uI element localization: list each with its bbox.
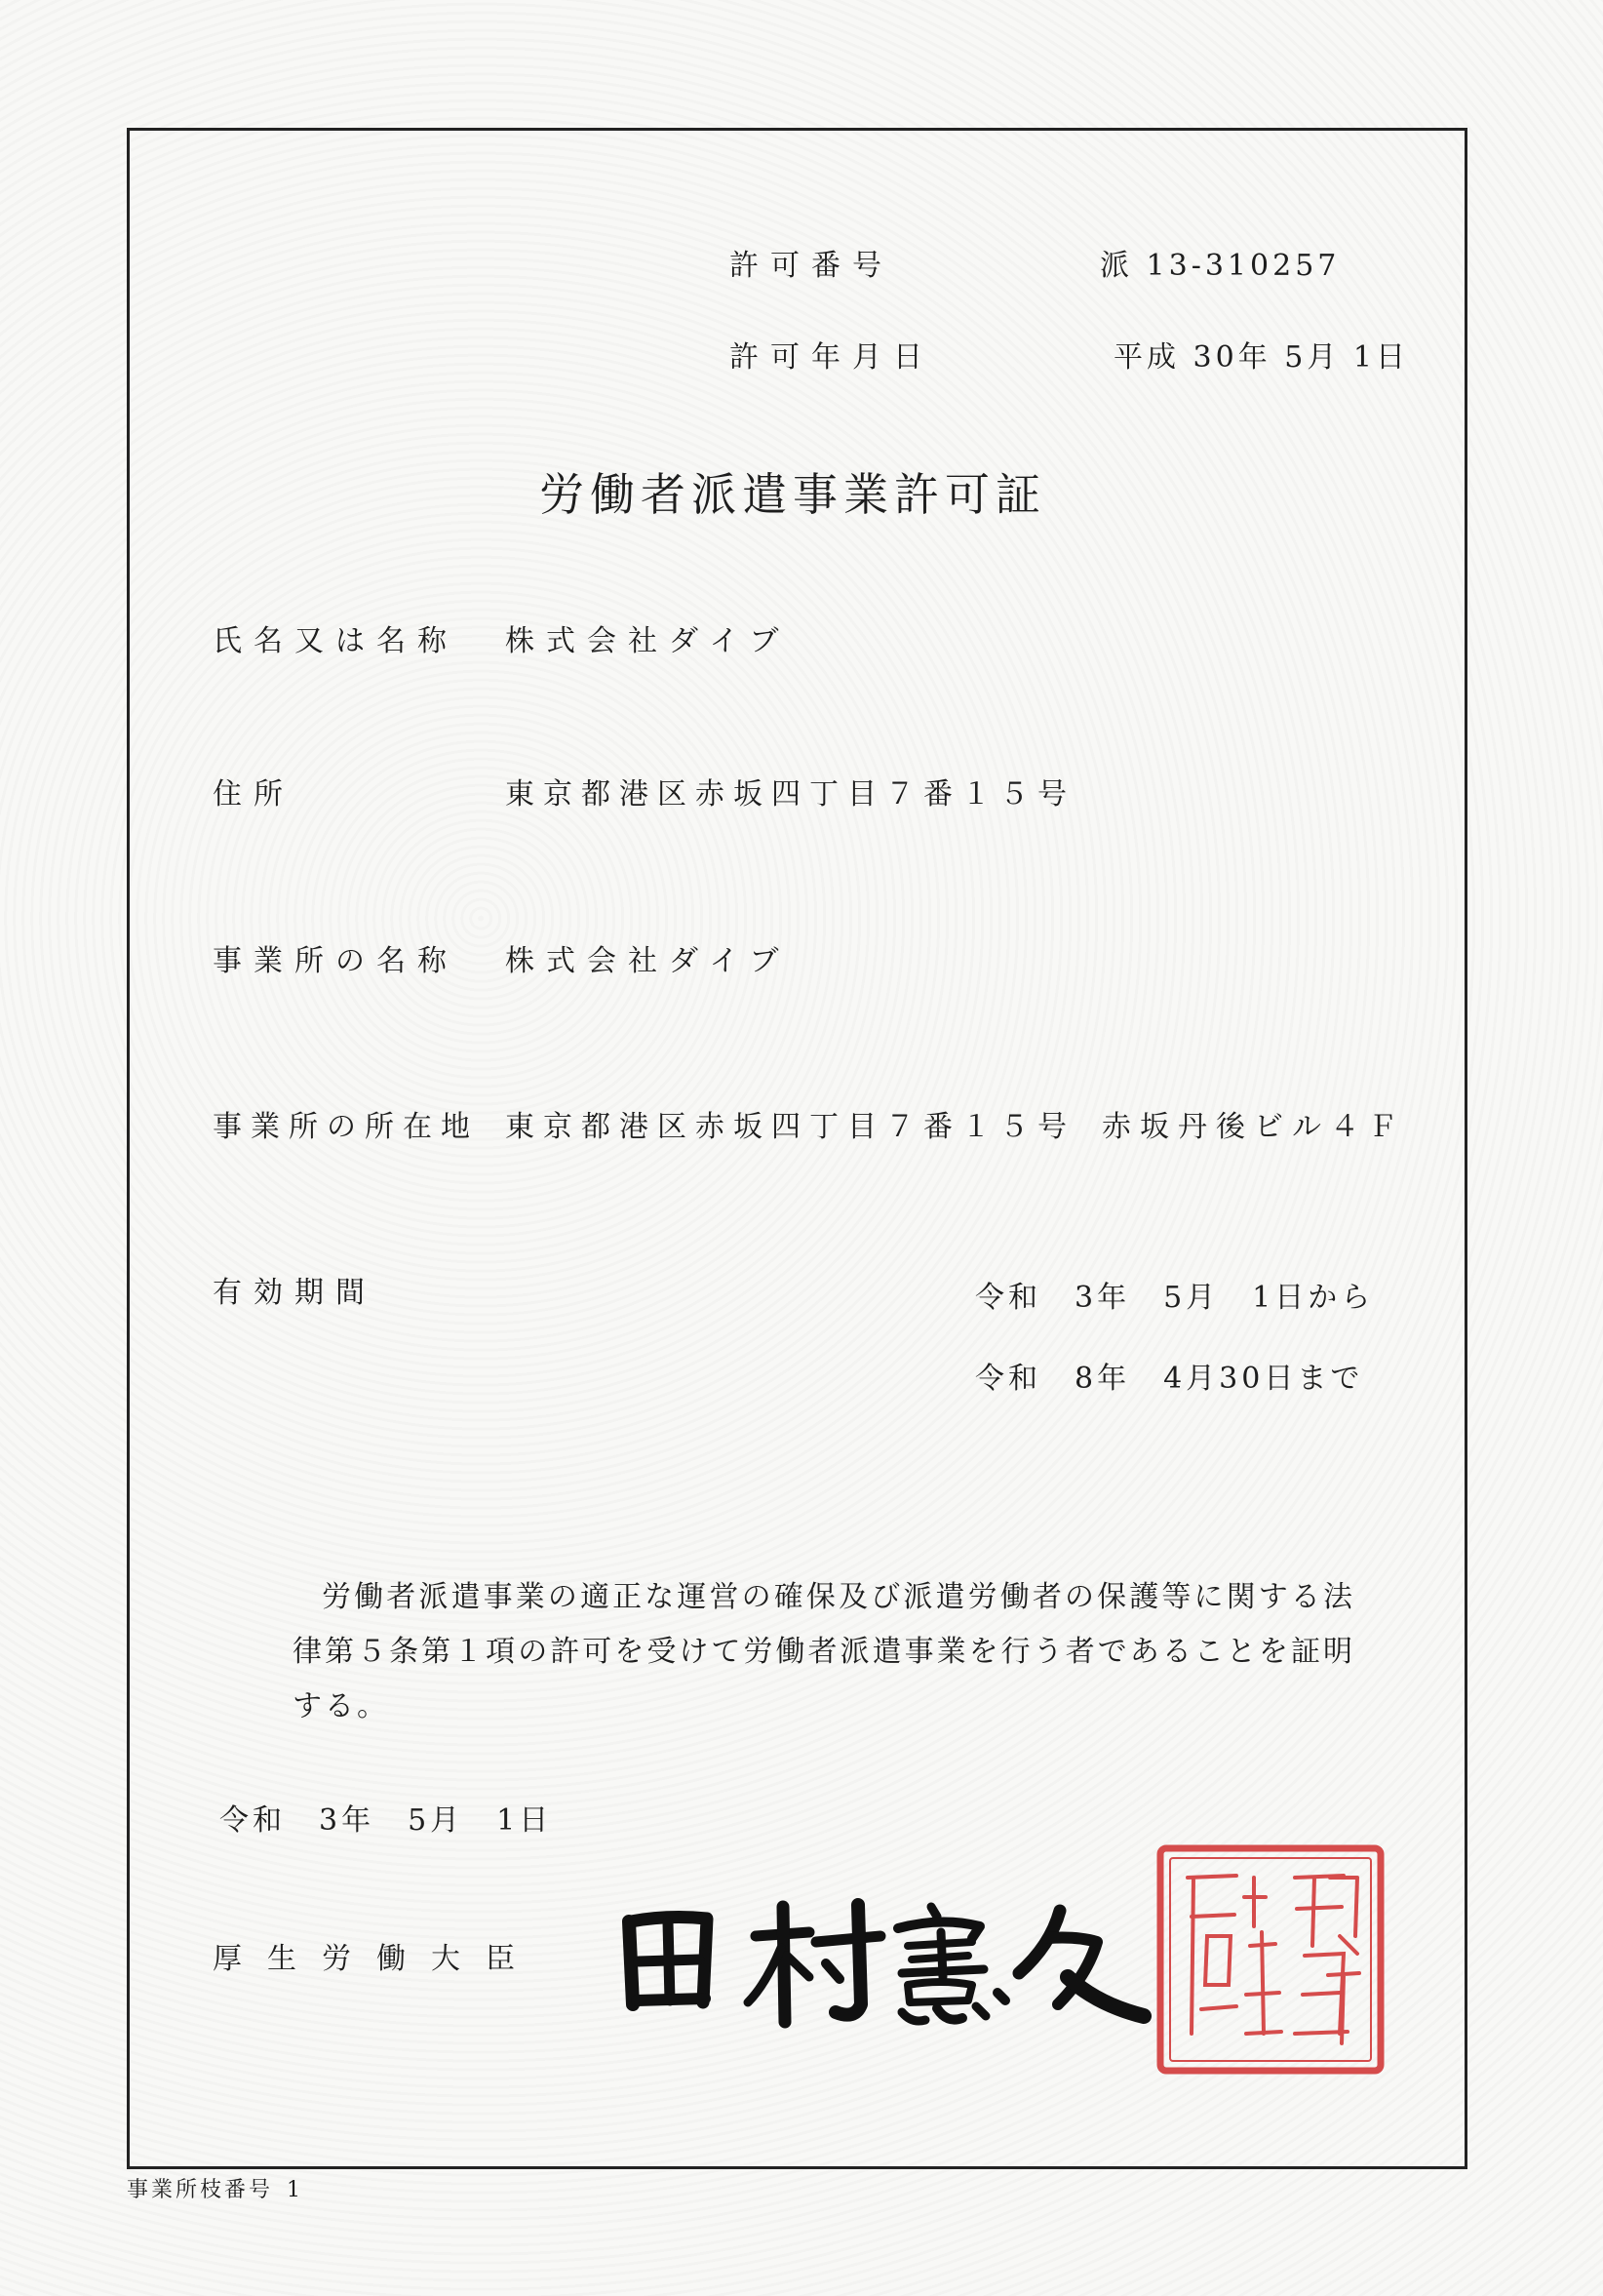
issue-date: 令和 3年 5月 1日 [219,1803,553,1838]
permit-date-value: 平成 30年 5月 1日 [1114,340,1409,375]
name-label: 氏名又は名称 [213,624,458,658]
branch-number [127,2173,303,2203]
validity-from: 令和 3年 5月 1日から [975,1281,1375,1315]
issuer-title: 厚生労働大臣 [213,1942,540,1976]
permit-number-value: 派 13-310257 [1100,249,1341,283]
permit-number-label: 許可番号 [729,249,893,283]
validity-to: 令和 8年 4月30日まで [975,1362,1364,1396]
validity-label: 有効期間 [213,1276,376,1310]
office-name-value: 株式会社ダイブ [505,944,791,978]
office-location-label: 事業所の所在地 [213,1110,479,1144]
name-value: 株式会社ダイブ [505,624,791,658]
address-value: 東京都港区赤坂四丁目７番１５号 [505,777,1075,812]
signature-image [609,1887,1155,2034]
address-label: 住所 [213,777,294,812]
office-location-value: 東京都港区赤坂四丁目７番１５号 [505,1110,1075,1144]
official-seal-image [1149,1839,1392,2080]
permit-date-label: 許可年月日 [729,340,934,375]
branch-number-label: 事業所枝番号 [127,2178,274,2202]
certification-text: 労働者派遣事業の適正な運営の確保及び派遣労働者の保護等に関する法律第５条第１項の許可を受けて労働者派遣事業を行う者であることを証明する。 [293,1580,1355,1723]
branch-number-value: 1 [287,2178,304,2202]
page-title: 労働者派遣事業許可証 [539,468,1046,521]
office-building: 赤坂丹後ビル４Ｆ [1102,1110,1406,1144]
office-name-label: 事業所の名称 [213,944,458,978]
